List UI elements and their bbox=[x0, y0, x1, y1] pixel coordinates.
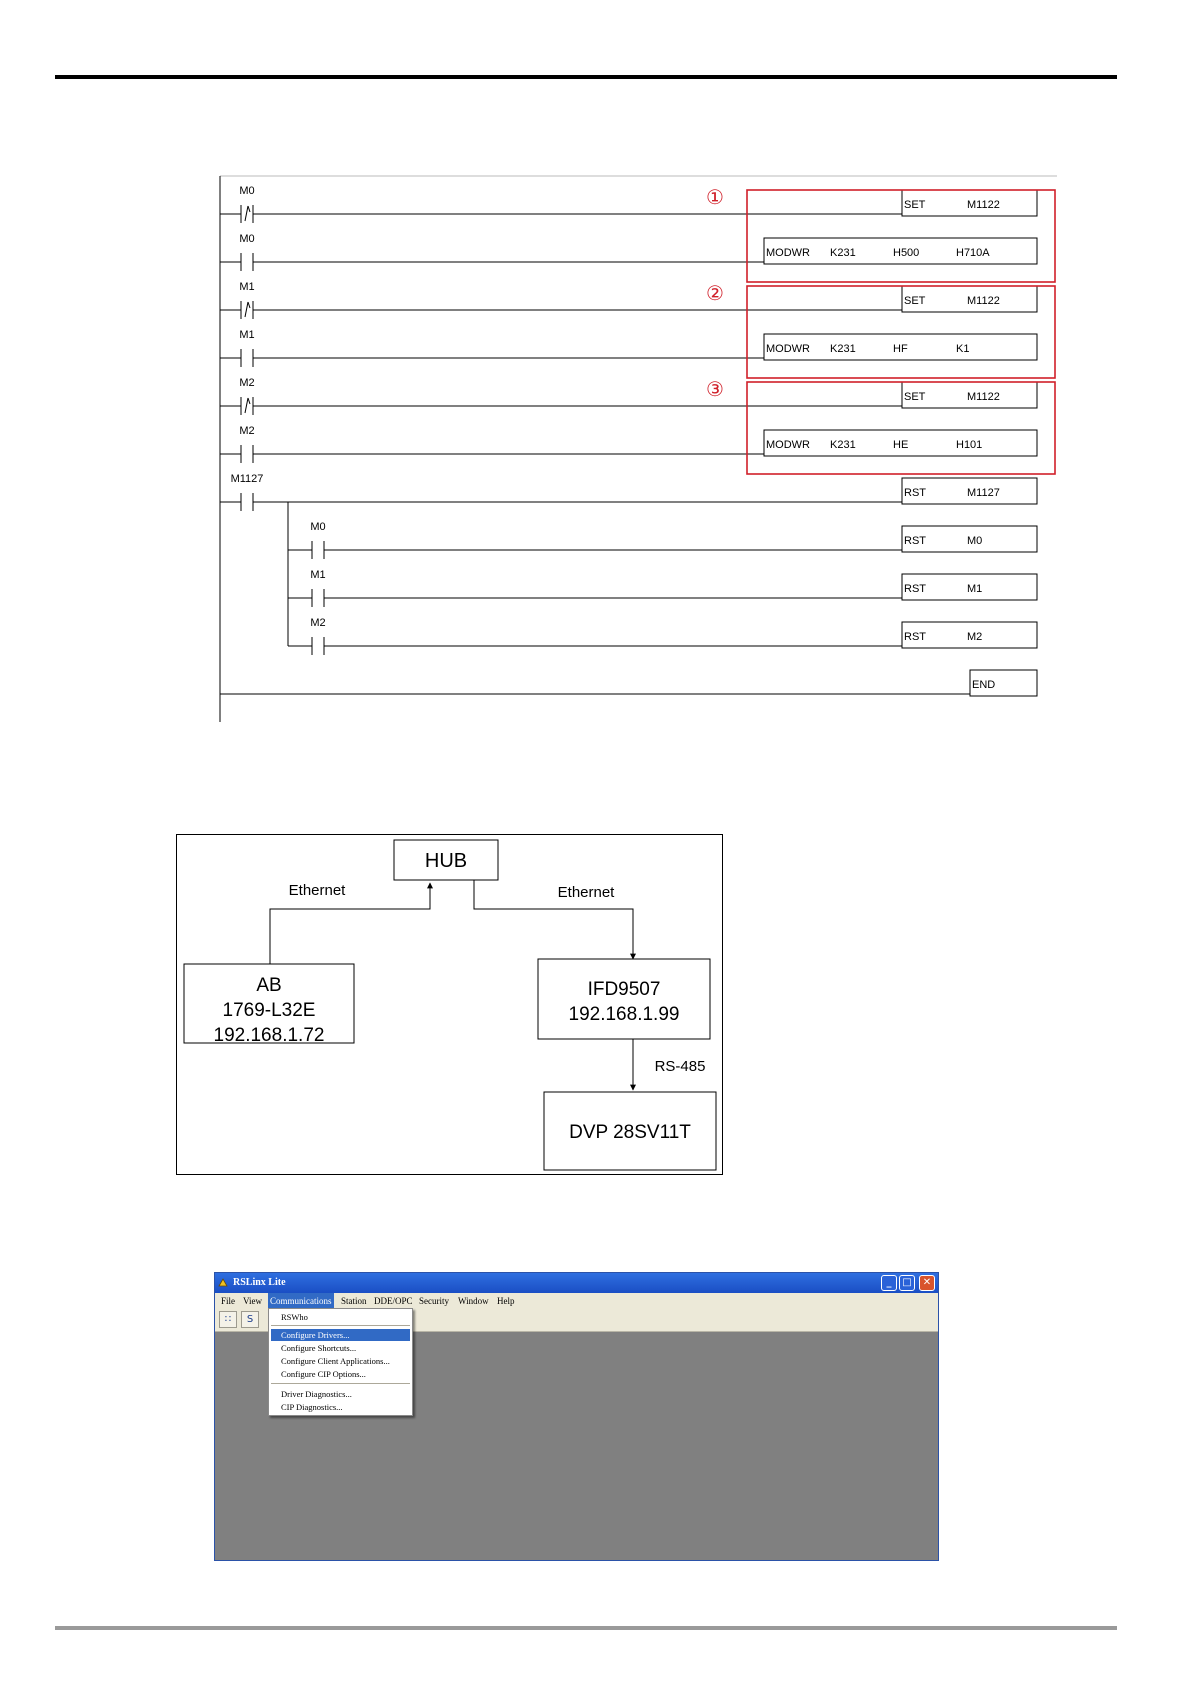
menu-item-configure-drivers[interactable]: Configure Drivers... bbox=[271, 1329, 410, 1341]
minimize-icon: _ bbox=[886, 1277, 892, 1288]
instruction-opcode: RST bbox=[904, 487, 926, 499]
menu-view[interactable]: View bbox=[243, 1296, 262, 1306]
menu-separator bbox=[271, 1325, 410, 1326]
group-number: ③ bbox=[706, 377, 724, 401]
plc-vendor: AB bbox=[256, 975, 282, 996]
contact-label: M0 bbox=[239, 185, 255, 197]
instruction-operand: M1127 bbox=[967, 487, 1000, 499]
contact-label: M1 bbox=[239, 329, 255, 341]
instruction-opcode: END bbox=[972, 679, 996, 691]
instruction-opcode: RST bbox=[904, 535, 926, 547]
rising-edge-mark bbox=[248, 302, 250, 308]
menu-file[interactable]: File bbox=[221, 1296, 236, 1306]
configure-drivers-button[interactable] bbox=[241, 1311, 259, 1328]
contact-label: M1 bbox=[310, 569, 326, 581]
ethernet-label-right: Ethernet bbox=[557, 884, 615, 901]
instruction-opcode: RST bbox=[904, 631, 926, 643]
contact-label: M0 bbox=[239, 233, 255, 245]
instruction-opcode: MODWR bbox=[766, 343, 810, 355]
footer-rule bbox=[55, 1626, 1117, 1630]
instruction-opcode: RST bbox=[904, 583, 926, 595]
rslinx-window bbox=[214, 1272, 939, 1561]
ladder-canvas bbox=[212, 172, 1062, 732]
instruction-operand: M0 bbox=[967, 535, 983, 547]
maximize-button[interactable] bbox=[899, 1275, 915, 1291]
contact-label: M1127 bbox=[230, 473, 264, 485]
rswho-button[interactable] bbox=[219, 1311, 237, 1328]
instruction-operand: H500 bbox=[893, 247, 920, 259]
header-rule bbox=[55, 75, 1117, 79]
instruction-opcode: MODWR bbox=[766, 439, 810, 451]
instruction-operand: H101 bbox=[956, 439, 983, 451]
group-number: ② bbox=[706, 281, 724, 305]
instruction-operand: HE bbox=[893, 439, 909, 451]
contact-label: M1 bbox=[239, 281, 255, 293]
window-title: RSLinx Lite bbox=[233, 1277, 286, 1288]
instruction-operand: K231 bbox=[830, 247, 856, 259]
close-button[interactable] bbox=[919, 1275, 935, 1291]
gateway-model: IFD9507 bbox=[587, 979, 661, 1000]
menu-item-configure-shortcuts[interactable]: Configure Shortcuts... bbox=[281, 1343, 357, 1353]
instruction-operand: M2 bbox=[967, 631, 983, 643]
slave-model: DVP 28SV11T bbox=[569, 1122, 691, 1143]
close-icon: ✕ bbox=[922, 1277, 932, 1288]
menu-security[interactable]: Security bbox=[419, 1296, 449, 1306]
menu-item-configure-cip-options[interactable]: Configure CIP Options... bbox=[281, 1369, 366, 1379]
plc-ip: 192.168.1.72 bbox=[213, 1025, 325, 1046]
instruction-operand: K231 bbox=[830, 439, 856, 451]
menu-item-configure-client-applications[interactable]: Configure Client Applications... bbox=[281, 1356, 390, 1366]
instruction-opcode: SET bbox=[904, 199, 926, 211]
network-diagram bbox=[176, 834, 723, 1175]
minimize-button[interactable] bbox=[881, 1275, 897, 1291]
rising-edge-mark bbox=[245, 398, 248, 413]
ladder-diagram bbox=[212, 172, 1062, 732]
menu-communications[interactable]: Communications bbox=[268, 1293, 334, 1309]
instruction-opcode: SET bbox=[904, 391, 926, 403]
rising-edge-mark bbox=[245, 206, 248, 221]
instruction-operand: M1122 bbox=[967, 391, 1000, 403]
ethernet-label-left: Ethernet bbox=[288, 882, 346, 899]
instruction-operand: HF bbox=[893, 343, 908, 355]
menu-dde-opc[interactable]: DDE/OPC bbox=[374, 1296, 413, 1306]
rising-edge-mark bbox=[248, 398, 250, 404]
menu-item-rswho[interactable]: RSWho bbox=[281, 1312, 308, 1322]
menu-help[interactable]: Help bbox=[497, 1296, 515, 1306]
menu-separator bbox=[271, 1383, 410, 1384]
instruction-opcode: MODWR bbox=[766, 247, 810, 259]
communications-dropdown bbox=[268, 1308, 413, 1416]
rising-edge-mark bbox=[245, 302, 248, 317]
gateway-ip: 192.168.1.99 bbox=[568, 1004, 680, 1025]
instruction-opcode: SET bbox=[904, 295, 926, 307]
menu-bar bbox=[215, 1293, 938, 1309]
plc-model: 1769-L32E bbox=[222, 1000, 316, 1021]
menu-item-driver-diagnostics[interactable]: Driver Diagnostics... bbox=[281, 1389, 352, 1399]
menu-station[interactable]: Station bbox=[341, 1296, 367, 1306]
rs485-label: RS-485 bbox=[654, 1058, 706, 1075]
configure-drivers-icon: S bbox=[246, 1314, 254, 1325]
instruction-operand: M1122 bbox=[967, 295, 1000, 307]
hub-label: HUB bbox=[424, 850, 468, 872]
instruction-operand: M1122 bbox=[967, 199, 1000, 211]
rswho-icon: ∷ bbox=[224, 1314, 232, 1325]
rslinx-app-icon bbox=[218, 1277, 229, 1288]
instruction-operand: M1 bbox=[967, 583, 983, 595]
contact-label: M2 bbox=[310, 617, 326, 629]
instruction-operand: K1 bbox=[956, 343, 970, 355]
menu-window[interactable]: Window bbox=[458, 1296, 489, 1306]
group-number: ① bbox=[706, 185, 724, 209]
maximize-icon: □ bbox=[902, 1277, 912, 1288]
instruction-operand: H710A bbox=[956, 247, 990, 259]
contact-label: M2 bbox=[239, 425, 255, 437]
title-bar[interactable] bbox=[215, 1273, 938, 1293]
contact-label: M2 bbox=[239, 377, 255, 389]
contact-label: M0 bbox=[310, 521, 326, 533]
rising-edge-mark bbox=[248, 206, 250, 212]
instruction-operand: K231 bbox=[830, 343, 856, 355]
menu-item-cip-diagnostics[interactable]: CIP Diagnostics... bbox=[281, 1402, 343, 1412]
